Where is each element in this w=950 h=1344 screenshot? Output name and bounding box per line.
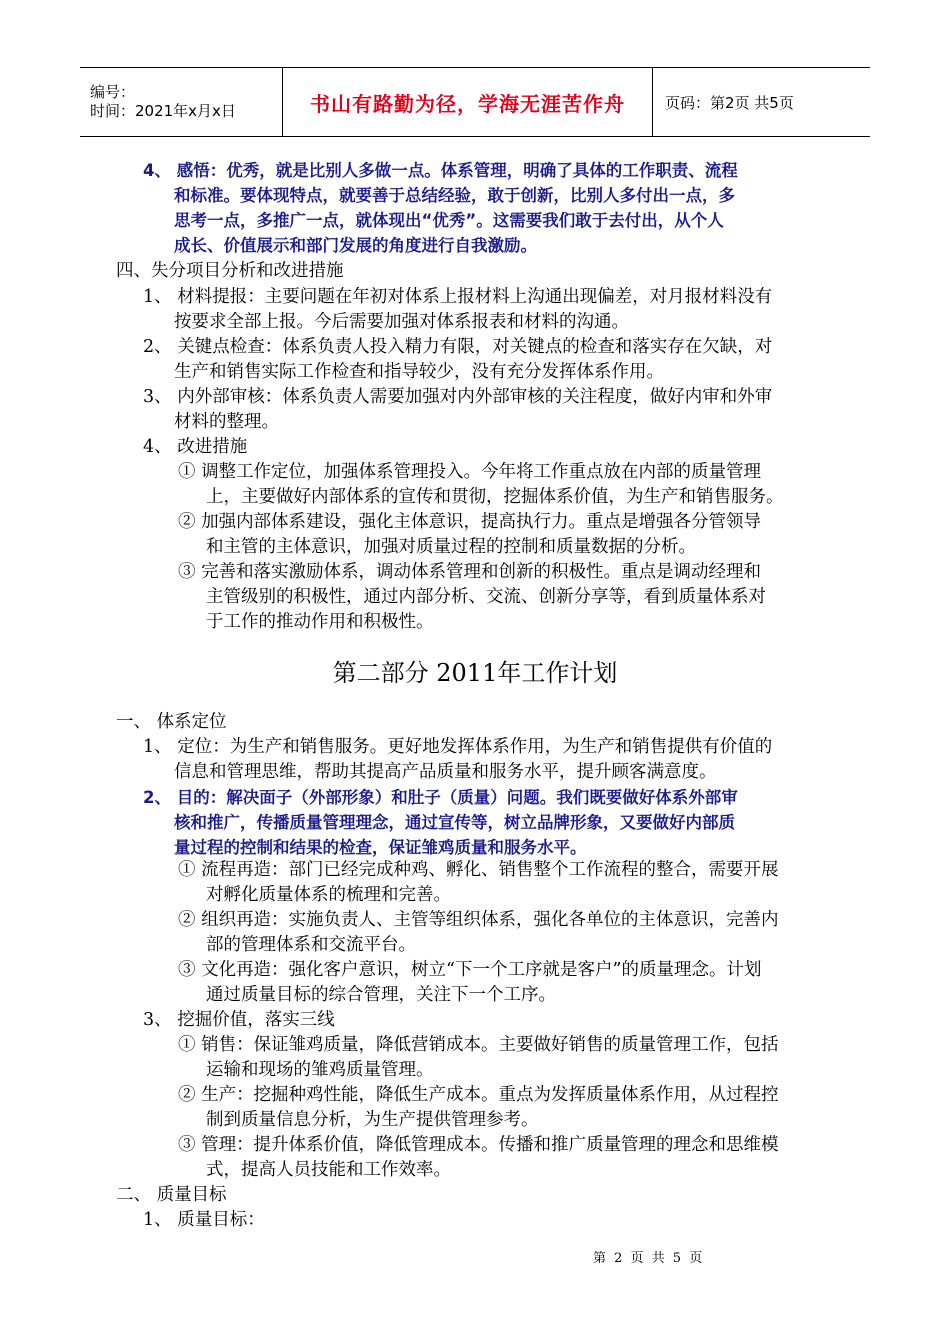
page-header <box>80 67 870 137</box>
document-number-label: 编号： <box>90 83 136 101</box>
body-text-line: ① 流程再造：部门已经完成种鸡、孵化、销售整个工作流程的整合，需要开展 <box>178 860 779 880</box>
document-date: 时间：2021年x月x日 <box>90 102 236 120</box>
body-text-line: 信息和管理思维，帮助其提高产品质量和服务水平，提升顾客满意度。 <box>174 762 717 782</box>
body-text-line: ① 调整工作定位，加强体系管理投入。今年将工作重点放在内部的质量管理 <box>178 462 762 482</box>
body-text-line: 四、失分项目分析和改进措施 <box>116 261 344 281</box>
body-text-line: 1、 定位：为生产和销售服务。更好地发挥体系作用，为生产和销售提供有价值的 <box>143 737 773 757</box>
body-text-line: 二、 质量目标 <box>116 1185 227 1205</box>
body-text-line: ③ 管理：提升体系价值，降低管理成本。传播和推广质量管理的理念和思维模 <box>178 1135 779 1155</box>
section-title: 第二部分 2011年工作计划 <box>332 659 618 687</box>
body-text-line: 一、 体系定位 <box>116 712 227 732</box>
header-motto-cell <box>283 68 653 136</box>
body-text-line: ① 销售：保证雏鸡质量，降低营销成本。主要做好销售的质量管理工作，包括 <box>178 1035 779 1055</box>
body-text-line: 主管级别的积极性，通过内部分析、交流、创新分享等，看到质量体系对 <box>206 587 766 607</box>
body-text-line: ② 生产：挖掘种鸡性能，降低生产成本。重点为发挥质量体系作用，从过程控 <box>178 1085 779 1105</box>
body-text-line: 1、 材料提报：主要问题在年初对体系上报材料上沟通出现偏差，对月报材料没有 <box>143 287 773 307</box>
body-text-line: 成长、价值展示和部门发展的角度进行自我激励。 <box>174 236 537 255</box>
body-text-line: 材料的整理。 <box>174 412 279 432</box>
body-text-line: 1、 质量目标： <box>143 1210 265 1230</box>
body-text-line: 按要求全部上报。今后需要加强对体系报表和材料的沟通。 <box>174 312 629 332</box>
body-text-line: ③ 文化再造：强化客户意识，树立“下一个工序就是客户”的质量理念。计划 <box>178 960 762 980</box>
body-text-line: 思考一点，多推广一点，就体现出“优秀”。这需要我们敢于去付出，从个人 <box>174 211 724 230</box>
body-text-line: 和主管的主体意识，加强对质量过程的控制和质量数据的分析。 <box>206 537 696 557</box>
body-text-line: 量过程的控制和结果的检查，保证雏鸡质量和服务水平。 <box>174 838 587 857</box>
body-text-line: 制到质量信息分析，为生产提供管理参考。 <box>206 1110 539 1130</box>
body-text-line: 上，主要做好内部体系的宣传和贯彻，挖掘体系价值，为生产和销售服务。 <box>206 487 784 507</box>
footer-page-number: 第 2 页 共 5 页 <box>593 1251 705 1266</box>
body-text-line: 2、 关键点检查：体系负责人投入精力有限，对关键点的检查和落实存在欠缺，对 <box>143 337 773 357</box>
body-text-line: ② 加强内部体系建设，强化主体意识，提高执行力。重点是增强各分管领导 <box>178 512 762 532</box>
body-text-line: ③ 完善和落实激励体系，调动体系管理和创新的积极性。重点是调动经理和 <box>178 562 762 582</box>
body-text-line: 通过质量目标的综合管理，关注下一个工序。 <box>206 985 556 1005</box>
body-text-line: 4、 感悟：优秀，就是比别人多做一点。体系管理，明确了具体的工作职责、流程 <box>143 161 738 180</box>
body-text-line: ② 组织再造：实施负责人、主管等组织体系，强化各单位的主体意识，完善内 <box>178 910 779 930</box>
body-text-line: 式，提高人员技能和工作效率。 <box>206 1160 451 1180</box>
body-text-line: 3、 挖掘价值，落实三线 <box>143 1010 335 1030</box>
header-meta <box>80 68 283 136</box>
body-text-line: 核和推广，传播质量管理理念，通过宣传等，树立品牌形象，又要做好内部质 <box>174 813 735 832</box>
body-text-line: 4、 改进措施 <box>143 437 248 457</box>
body-text-line: 2、 目的：解决面子（外部形象）和肚子（质量）问题。我们既要做好体系外部审 <box>143 788 738 807</box>
header-page-info: 页码：第2页 共5页 <box>665 93 794 112</box>
body-text-line: 部的管理体系和交流平台。 <box>206 935 416 955</box>
body-text-line: 和标准。要体现特点，就要善于总结经验，敢于创新，比别人多付出一点，多 <box>174 186 735 205</box>
body-text-line: 3、 内外部审核：体系负责人需要加强对内外部审核的关注程度，做好内审和外审 <box>143 387 773 407</box>
body-text-line: 生产和销售实际工作检查和指导较少，没有充分发挥体系作用。 <box>174 362 664 382</box>
body-text-line: 运输和现场的雏鸡质量管理。 <box>206 1060 434 1080</box>
body-text-line: 对孵化质量体系的梳理和完善。 <box>206 885 451 905</box>
body-text-line: 于工作的推动作用和积极性。 <box>206 612 434 632</box>
header-motto: 书山有路勤为径，学海无涯苦作舟 <box>310 91 625 116</box>
